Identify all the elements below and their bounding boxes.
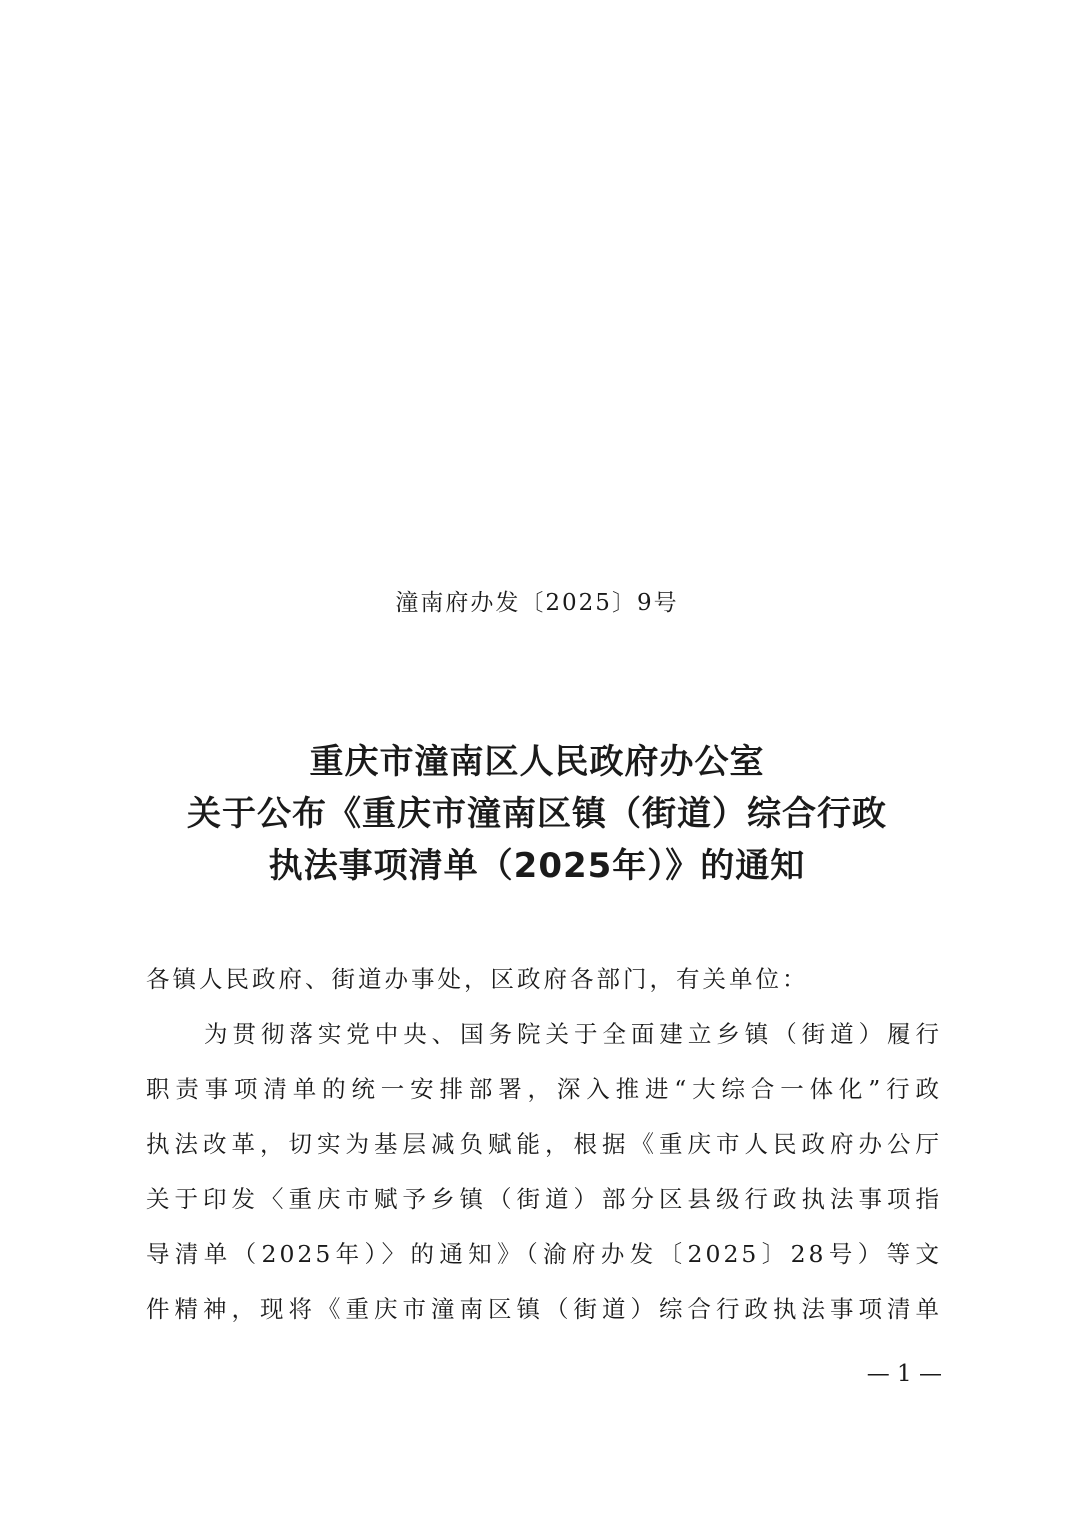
salutation: 各镇人民政府、街道办事处，区政府各部门，有关单位： [146, 965, 809, 993]
document-number: 潼南府办发〔2025〕9号 [395, 590, 679, 616]
page-number: — 1 — [866, 1361, 942, 1387]
title-line-1: 重庆市潼南区人民政府办公室 [309, 742, 765, 782]
body-line-6: 件精神，现将《重庆市潼南区镇（街道）综合行政执法事项清单 [146, 1295, 942, 1323]
document-body [146, 952, 942, 1337]
body-line-5: 导清单（2025年）〉的通知》（渝府办发〔2025〕28号）等文 [146, 1240, 942, 1268]
document-title [0, 736, 1074, 892]
title-line-2: 关于公布《重庆市潼南区镇（街道）综合行政 [187, 794, 887, 834]
body-line-1: 为贯彻落实党中央、国务院关于全面建立乡镇（街道）履行 [204, 1020, 942, 1048]
body-line-4: 关于印发〈重庆市赋予乡镇（街道）部分区县级行政执法事项指 [146, 1185, 942, 1213]
title-line-3: 执法事项清单（2025年）》的通知 [268, 846, 806, 886]
body-line-3: 执法改革，切实为基层减负赋能，根据《重庆市人民政府办公厅 [146, 1130, 942, 1158]
body-line-2: 职责事项清单的统一安排部署，深入推进“大综合一体化”行政 [146, 1075, 942, 1103]
